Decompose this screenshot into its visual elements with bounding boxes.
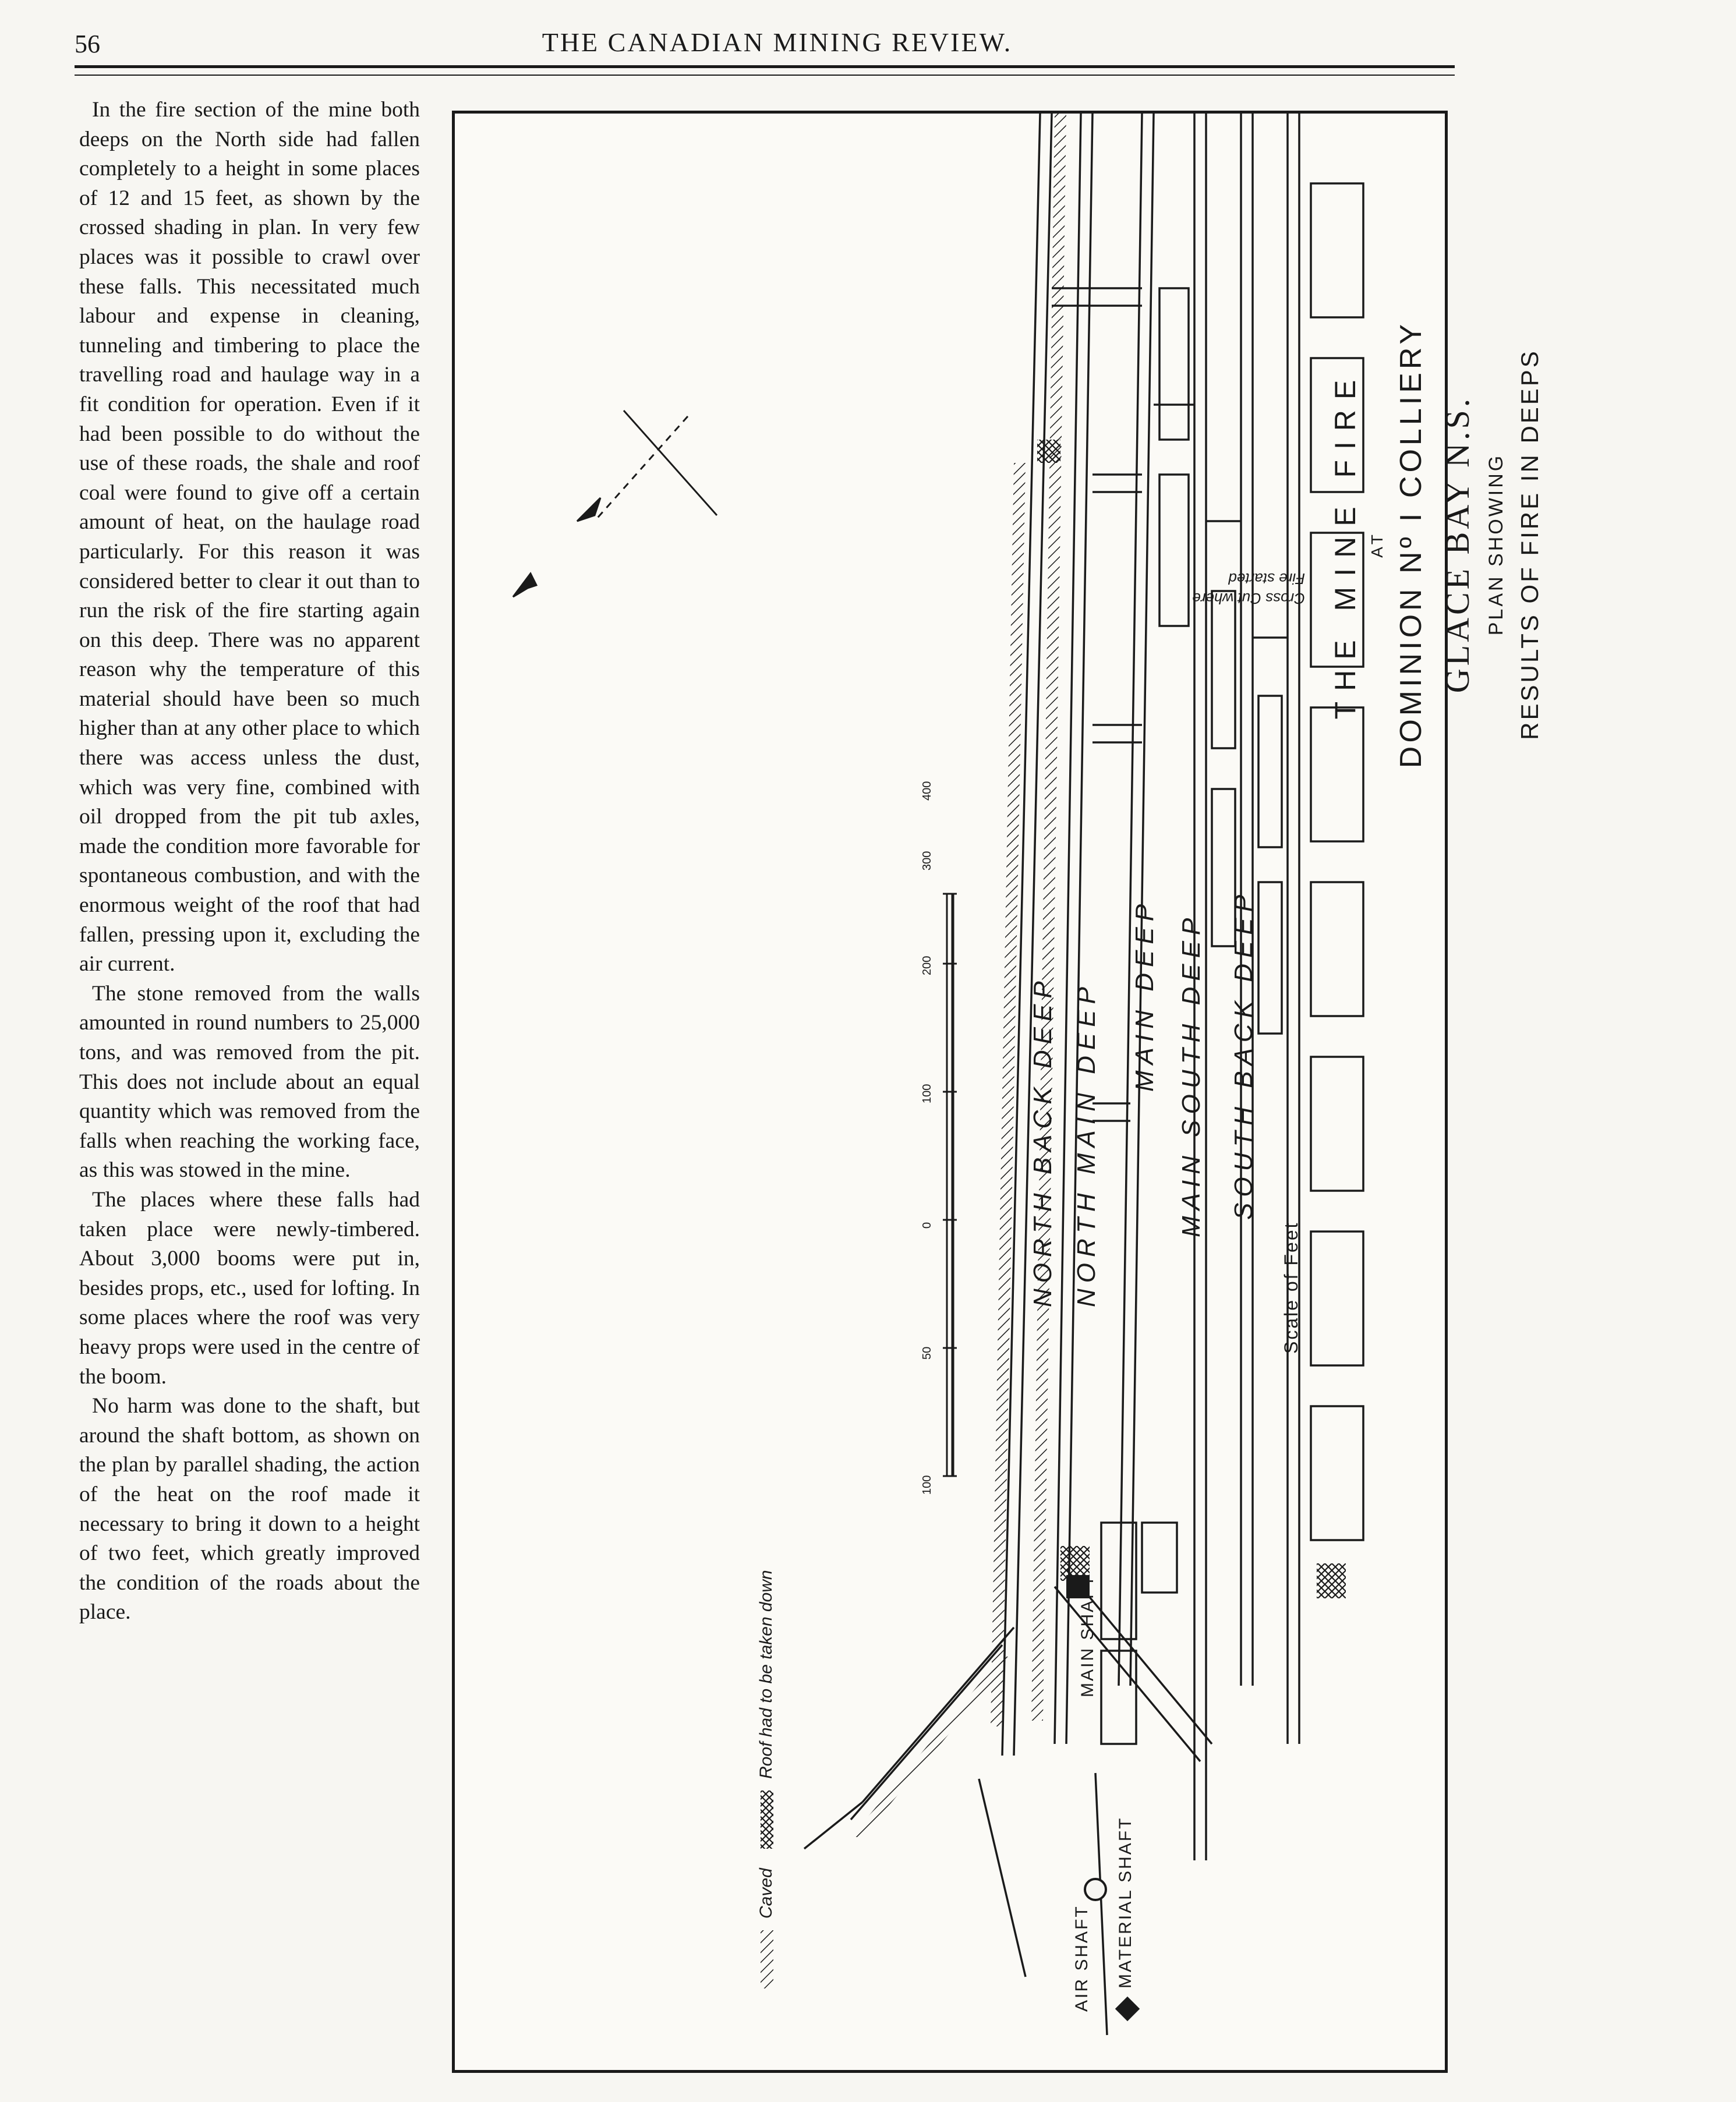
material-shaft-symbol [1115, 1997, 1140, 2021]
figure-title-line: PLAN SHOWING [1485, 453, 1507, 636]
air-shaft-symbol [1085, 1879, 1106, 1900]
scale-tick: 50 [921, 1346, 934, 1360]
legend-roof-label: Roof had to be taken down [756, 1570, 776, 1779]
scale-tick: 0 [921, 1222, 934, 1229]
page-number: 56 [75, 30, 100, 58]
figure-title-line: AT [1368, 531, 1386, 558]
cross-cut-line-2: Fire started [1228, 570, 1305, 588]
south-back-deep-label: SOUTH BACK DEEP [1229, 889, 1258, 1220]
main-shaft-label: MAIN SHAFT [1078, 1574, 1097, 1697]
roof-swatch [761, 1790, 773, 1849]
main-south-deep-label: MAIN SOUTH DEEP [1177, 912, 1205, 1237]
legend-caved-label: Caved [756, 1868, 776, 1919]
header-rule [75, 65, 1455, 68]
paragraph-3: The places where these falls had taken place were newly-timbered. About 3,000 booms were put in, besides props, etc., used for lofting. In some places where the roof was very heavy props were used in the centre of the boom. [79, 1187, 420, 1389]
air-shaft-label: AIR SHAFT [1072, 1905, 1091, 2012]
running-head: THE CANADIAN MINING REVIEW. [542, 27, 1013, 57]
mine-plan-drawing [455, 114, 1445, 2070]
material-shaft-label: MATERIAL SHAFT [1116, 1816, 1135, 1988]
scale-tick: 400 [921, 781, 934, 801]
figure-title-line: RESULTS OF FIRE IN DEEPS [1516, 349, 1543, 740]
north-back-deep-label: NORTH BACK DEEP [1028, 975, 1057, 1307]
north-arrow [513, 411, 717, 597]
cross-cut-label [1192, 569, 1305, 608]
paragraph-2: The stone removed from the walls amounted in round numbers to 25,000 tons, and was removed from the pit. This does not include about an equal quantity which was removed from the falls when reaching the working face, as this was stowed in the mine. [79, 981, 420, 1183]
main-deep-label: MAIN DEEP [1130, 898, 1159, 1092]
figure-title-line: GLACE BAY N.S. [1438, 395, 1476, 693]
scale-label: Scale of Feet [1281, 1221, 1302, 1354]
scale-tick: 100 [921, 1475, 934, 1495]
scale-tick: 200 [921, 956, 934, 975]
paragraph-4: No harm was done to the shaft, but around the shaft bottom, as shown on the plan by parallel shading, the action of the heat on the roof made it necessary to bring it down to a height of two feet, which greatly improved the condition of the roads about the place. [79, 1394, 420, 1625]
cross-cut-line-1: Cross Cut where [1192, 590, 1305, 607]
figure-title-line: THE MINE FIRE [1329, 369, 1362, 720]
figure-title-line: DOMINION Nº I COLLIERY [1394, 320, 1428, 769]
caved-swatch [761, 1930, 773, 1988]
figure-title [1328, 20, 1736, 1068]
article-column [79, 95, 420, 1627]
header-rule-thin [75, 75, 1455, 76]
scale-bar [943, 894, 957, 1476]
paragraph-1: In the fire section of the mine both deeps on the North side had fallen completely to a height in some places of 12 and 15 feet, as shown by the crossed shading in plan. In very few places was it possible to crawl over these falls. This necessitated much labour and expense in cleaning, tunneling and timbering to place the travelling road and haulage way in a fit condition for operation. Even if it had been possible to do without the use of these roads, the shale and roof coal were found to give off a certain amount of heat, on the haulage road particularly. For this reason it was considered better to clear it out than to run the risk of the fire starting again on this deep. There was no apparent reason why the temperature of this material should have been so much higher than at any other place to which there was access unless the dust, which was very fine, combined with oil dropped from the pit tub axles, made the condition more favorable for spontaneous combustion, and with the enormous weight of the roof that had fallen, pressing upon it, excluding the air current. [79, 98, 420, 976]
scale-tick: 300 [921, 851, 934, 870]
north-main-deep-label: NORTH MAIN DEEP [1072, 981, 1101, 1307]
stamp-mark [1317, 1563, 1346, 1598]
scale-tick: 100 [921, 1084, 934, 1103]
mine-plan-figure [452, 111, 1543, 2073]
